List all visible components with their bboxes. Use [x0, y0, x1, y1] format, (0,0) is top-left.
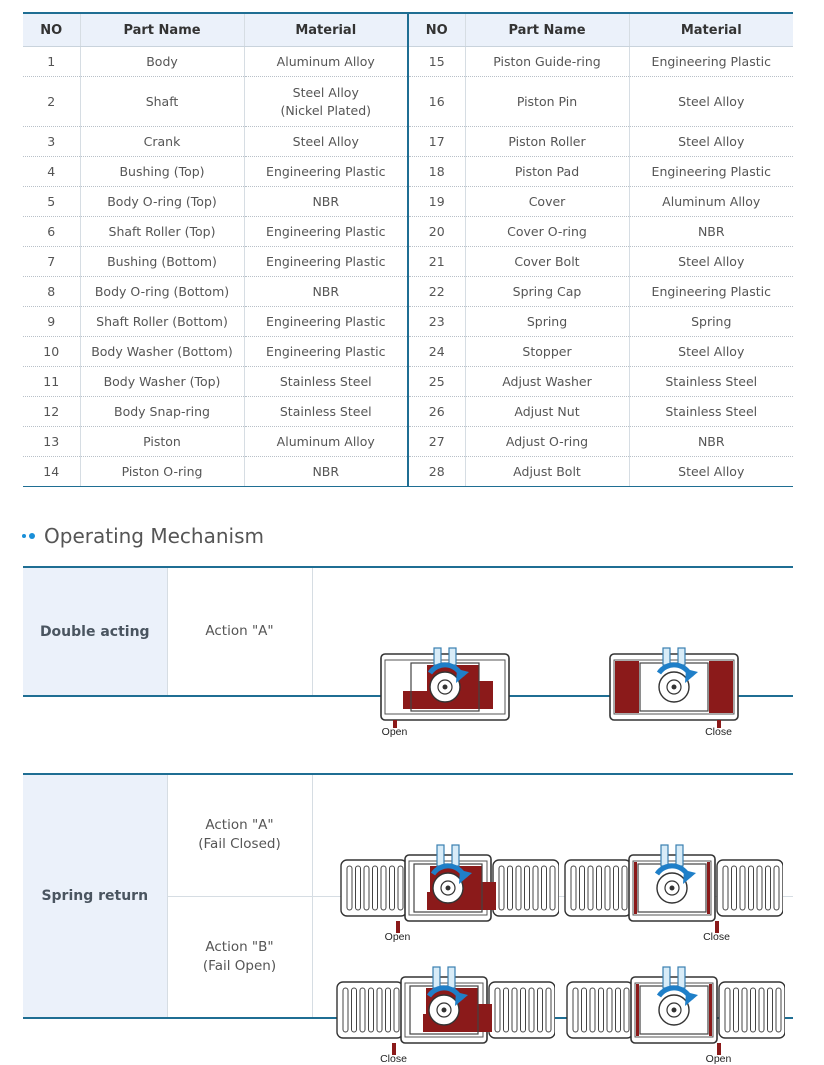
part-name: Piston Pin — [465, 77, 629, 127]
header-part-name: Part Name — [80, 13, 244, 47]
part-material: NBR — [244, 457, 408, 487]
part-name: Piston Roller — [465, 127, 629, 157]
part-name: Stopper — [465, 337, 629, 367]
part-material: Aluminum Alloy — [629, 187, 793, 217]
part-number: 17 — [408, 127, 465, 157]
part-name: Adjust Bolt — [465, 457, 629, 487]
part-number: 9 — [23, 307, 80, 337]
part-number: 16 — [408, 77, 465, 127]
part-material-note: (Nickel Plated) — [280, 102, 372, 118]
table-row — [23, 77, 793, 127]
table-row — [23, 337, 793, 367]
diagram-caption: Close — [380, 1052, 407, 1065]
part-name: Piston O-ring — [80, 457, 244, 487]
part-name: Adjust Washer — [465, 367, 629, 397]
parts-table-header — [23, 13, 793, 47]
part-name: Bushing (Bottom) — [80, 247, 244, 277]
part-name: Piston Guide-ring — [465, 47, 629, 77]
part-number: 12 — [23, 397, 80, 427]
part-number: 6 — [23, 217, 80, 247]
part-material: NBR — [629, 217, 793, 247]
part-name: Adjust Nut — [465, 397, 629, 427]
action-b-title: Action "B" — [205, 938, 274, 955]
header-material: Material — [629, 13, 793, 47]
part-name: Piston — [80, 427, 244, 457]
part-number: 27 — [408, 427, 465, 457]
part-number: 14 — [23, 457, 80, 487]
table-row — [23, 247, 793, 277]
table-row — [23, 307, 793, 337]
part-number: 25 — [408, 367, 465, 397]
part-material: Engineering Plastic — [244, 217, 408, 247]
part-number: 24 — [408, 337, 465, 367]
part-material: NBR — [244, 277, 408, 307]
double-acting-diagrams — [312, 567, 793, 738]
part-material: NBR — [629, 427, 793, 457]
part-name: Spring Cap — [465, 277, 629, 307]
part-name: Body O-ring (Bottom) — [80, 277, 244, 307]
part-name: Cover — [465, 187, 629, 217]
part-name: Cover Bolt — [465, 247, 629, 277]
part-name: Shaft Roller (Bottom) — [80, 307, 244, 337]
diagram-caption: Open — [705, 1052, 732, 1065]
diagram-caption: Close — [703, 931, 730, 944]
part-material: Steel Alloy — [629, 337, 793, 367]
part-name: Adjust O-ring — [465, 427, 629, 457]
header-part-name: Part Name — [465, 13, 629, 47]
part-number: 7 — [23, 247, 80, 277]
part-number: 11 — [23, 367, 80, 397]
section-heading — [22, 524, 264, 548]
part-number: 28 — [408, 457, 465, 487]
spring-return-action-b — [167, 896, 312, 1018]
double-acting-table — [23, 566, 793, 738]
part-name: Body Washer (Top) — [80, 367, 244, 397]
part-number: 23 — [408, 307, 465, 337]
actuator-diagram — [600, 646, 748, 738]
table-row — [23, 397, 793, 427]
part-material: Engineering Plastic — [629, 157, 793, 187]
table-row — [23, 157, 793, 187]
table-row — [23, 457, 793, 487]
part-material — [244, 77, 408, 127]
part-name: Cover O-ring — [465, 217, 629, 247]
part-number: 21 — [408, 247, 465, 277]
part-material: Steel Alloy — [629, 127, 793, 157]
spring-return-a-diagrams — [312, 774, 793, 944]
bullet-dots-icon — [22, 533, 35, 539]
part-material: Spring — [629, 307, 793, 337]
part-material: Stainless Steel — [244, 397, 408, 427]
part-number: 4 — [23, 157, 80, 187]
part-name: Spring — [465, 307, 629, 337]
header-no: NO — [23, 13, 80, 47]
part-material: Stainless Steel — [629, 397, 793, 427]
action-a-title: Action "A" — [205, 817, 274, 834]
part-name: Bushing (Top) — [80, 157, 244, 187]
diagram-caption: Open — [384, 931, 411, 944]
spring-return-label: Spring return — [23, 774, 167, 1018]
part-number: 1 — [23, 47, 80, 77]
header-no: NO — [408, 13, 465, 47]
table-row — [23, 217, 793, 247]
actuator-diagram — [563, 965, 785, 1065]
part-material: Steel Alloy — [629, 247, 793, 277]
actuator-diagram — [337, 843, 559, 944]
part-number: 13 — [23, 427, 80, 457]
part-number: 15 — [408, 47, 465, 77]
actuator-diagram — [333, 965, 555, 1065]
diagram-caption: Open — [381, 725, 408, 738]
part-name: Body Snap-ring — [80, 397, 244, 427]
action-a-subtitle: (Fail Closed) — [198, 836, 281, 853]
parts-table — [23, 12, 793, 487]
table-row — [23, 47, 793, 77]
part-number: 3 — [23, 127, 80, 157]
part-material: Engineering Plastic — [629, 277, 793, 307]
part-material: Steel Alloy — [629, 457, 793, 487]
part-number: 20 — [408, 217, 465, 247]
part-name: Body Washer (Bottom) — [80, 337, 244, 367]
part-name: Body O-ring (Top) — [80, 187, 244, 217]
part-name: Shaft — [80, 77, 244, 127]
part-material-line: Steel Alloy — [292, 84, 359, 100]
part-number: 19 — [408, 187, 465, 217]
part-number: 5 — [23, 187, 80, 217]
part-material: NBR — [244, 187, 408, 217]
part-material: Engineering Plastic — [629, 47, 793, 77]
spring-return-table — [23, 773, 793, 1065]
part-material: Steel Alloy — [244, 127, 408, 157]
part-number: 10 — [23, 337, 80, 367]
part-material: Aluminum Alloy — [244, 427, 408, 457]
table-row — [23, 127, 793, 157]
part-name: Piston Pad — [465, 157, 629, 187]
table-row — [23, 187, 793, 217]
double-acting-action: Action "A" — [167, 567, 312, 696]
actuator-diagram — [371, 646, 519, 738]
action-b-subtitle: (Fail Open) — [202, 957, 277, 974]
part-material: Engineering Plastic — [244, 307, 408, 337]
part-number: 22 — [408, 277, 465, 307]
table-row — [23, 427, 793, 457]
double-acting-label: Double acting — [23, 567, 167, 696]
part-name: Body — [80, 47, 244, 77]
part-material: Engineering Plastic — [244, 157, 408, 187]
part-name: Shaft Roller (Top) — [80, 217, 244, 247]
part-material: Steel Alloy — [629, 77, 793, 127]
part-name: Crank — [80, 127, 244, 157]
part-material: Stainless Steel — [629, 367, 793, 397]
table-row — [23, 277, 793, 307]
part-number: 26 — [408, 397, 465, 427]
section-title: Operating Mechanism — [44, 524, 264, 548]
part-material: Stainless Steel — [244, 367, 408, 397]
header-material: Material — [244, 13, 408, 47]
part-material: Engineering Plastic — [244, 337, 408, 367]
part-material: Aluminum Alloy — [244, 47, 408, 77]
part-number: 2 — [23, 77, 80, 127]
part-material: Engineering Plastic — [244, 247, 408, 277]
part-number: 8 — [23, 277, 80, 307]
part-number: 18 — [408, 157, 465, 187]
diagram-caption: Close — [705, 725, 732, 738]
spring-return-action-a — [167, 774, 312, 896]
actuator-diagram — [561, 843, 783, 944]
table-row — [23, 367, 793, 397]
